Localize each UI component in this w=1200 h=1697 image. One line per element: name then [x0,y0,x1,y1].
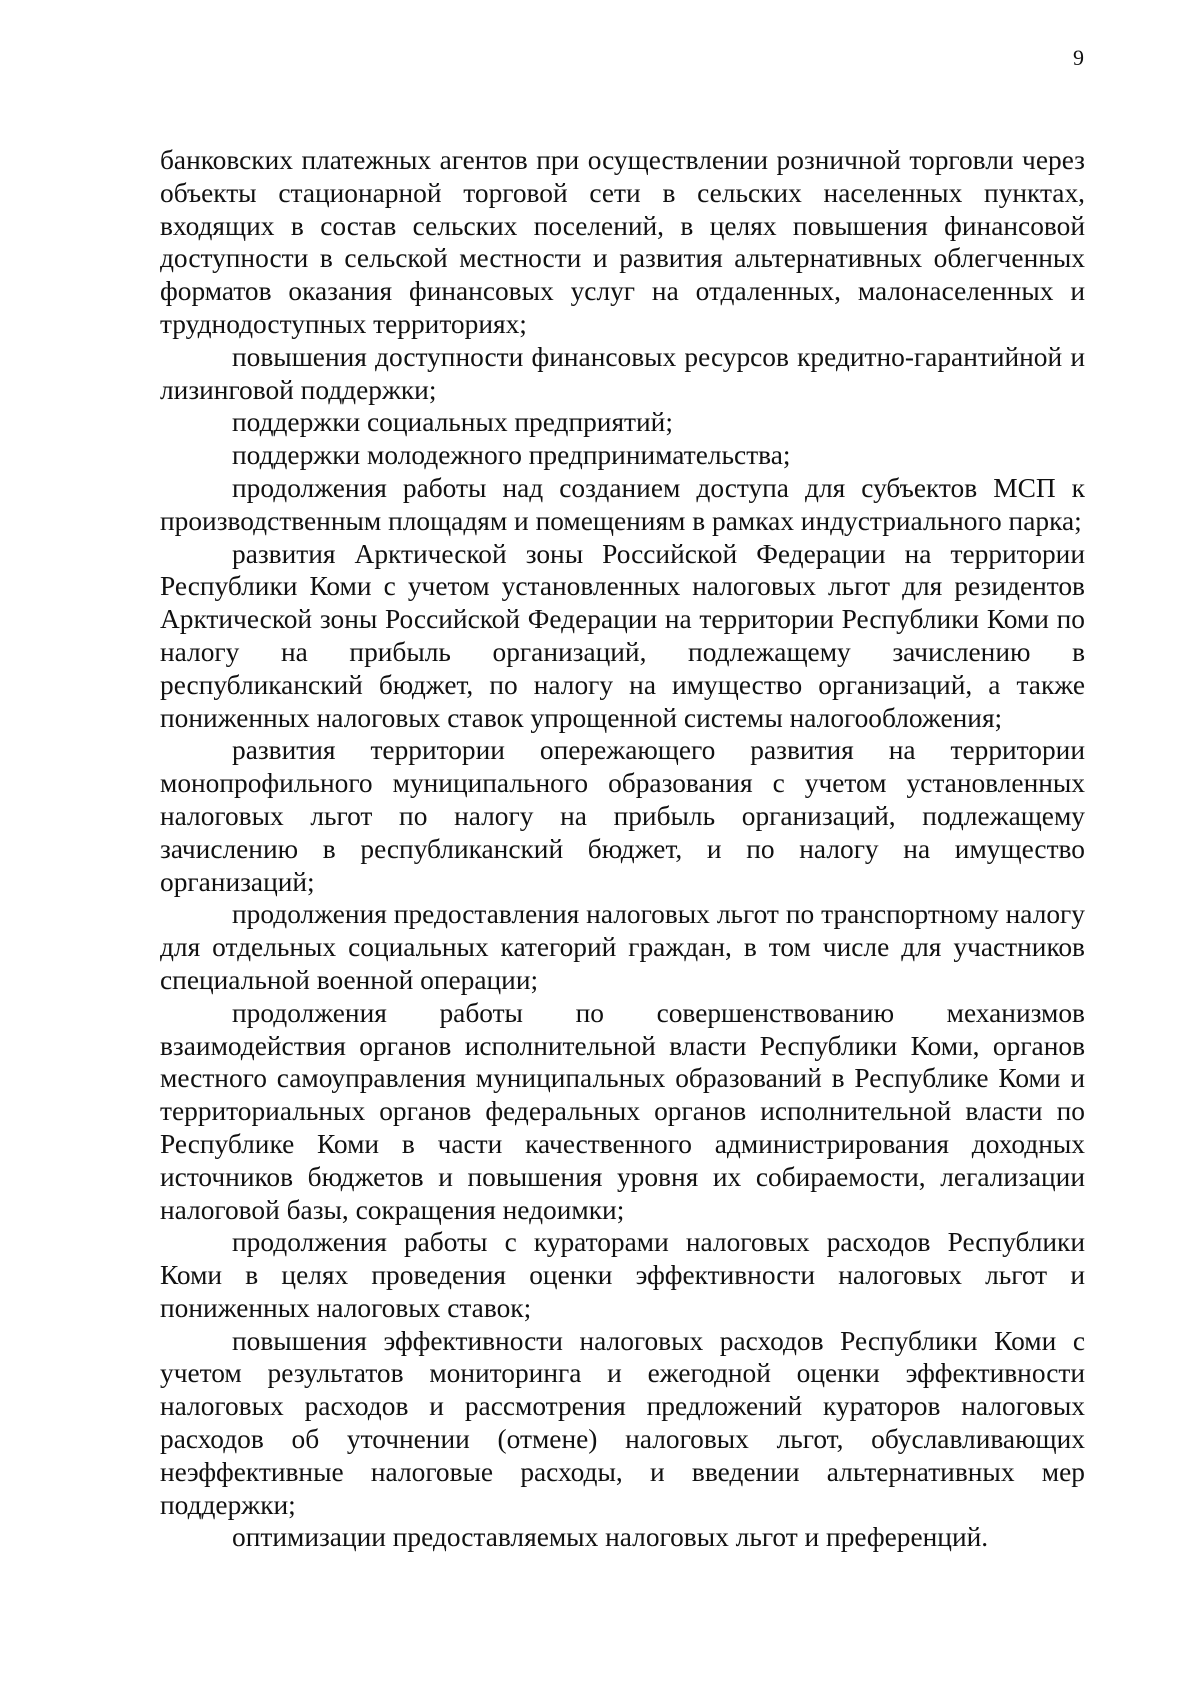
paragraph: продолжения работы с кураторами налоговых расходов Республики Коми в целях проведения оценки эффективности налоговых льгот и пониженных налоговых ставок; [160,1227,1085,1323]
paragraph: продолжения предоставления налоговых льгот по транспортному налогу для отдельных социальных категорий граждан, в том числе для участников специальной военной операции; [160,899,1085,995]
page-number: 9 [1073,45,1084,70]
paragraph: повышения эффективности налоговых расходов Республики Коми с учетом результатов мониторинга и ежегодной оценки эффективности налоговых расходов и рассмотрения предложений кураторов налоговых расходов об уточнении (отмене) налоговых льгот, обуславливающих неэффективные налоговые расходы, и введении альтернативных мер поддержки; [160,1325,1085,1520]
paragraph: поддержки молодежного предпринимательства; [232,440,791,471]
paragraph: банковских платежных агентов при осуществлении розничной торговли через объекты стационарной торговой сети в сельских населенных пунктах, входящих в состав сельских поселений, в целях повышения финансовой доступности в сельской местности и развития альтернативных облегченных форматов оказания финансовых услуг на отдаленных, малонаселенных и труднодоступных территориях; [160,145,1085,339]
paragraph: продолжения работы по совершенствованию механизмов взаимодействия органов исполнительной власти Республики Коми, органов местного самоуправления муниципальных образований в Республике Коми и территориальных органов федеральных органов исполнительной власти по Республике Коми в части качественного администрирования доходных источников бюджетов и повышения уровня их собираемости, легализации налоговой базы, сокращения недоимки; [160,997,1085,1225]
paragraph: поддержки социальных предприятий; [232,407,673,438]
paragraph: оптимизации предоставляемых налоговых льгот и преференций. [232,1522,989,1553]
paragraph: развития Арктической зоны Российской Федерации на территории Республики Коми с учетом установленных налоговых льгот для резидентов Арктической зоны Российской Федерации на территории Республики Коми по налогу на прибыль организаций, подлежащему зачислению в республиканский бюджет, по налогу на имущество организаций, а также пониженных налоговых ставок упрощенной системы налогообложения; [160,538,1085,733]
paragraph: повышения доступности финансовых ресурсов кредитно-гарантийной и лизинговой поддержки; [160,341,1085,405]
paragraph: продолжения работы над созданием доступа для субъектов МСП к производственным площадям и помещениям в рамках индустриального парка; [160,472,1085,536]
paragraph: развития территории опережающего развития на территории монопрофильного муниципального образования с учетом установленных налоговых льгот по налогу на прибыль организаций, подлежащему зачислению в республиканский бюджет, и по налогу на имущество организаций; [160,735,1085,897]
document-body [160,144,1085,1554]
